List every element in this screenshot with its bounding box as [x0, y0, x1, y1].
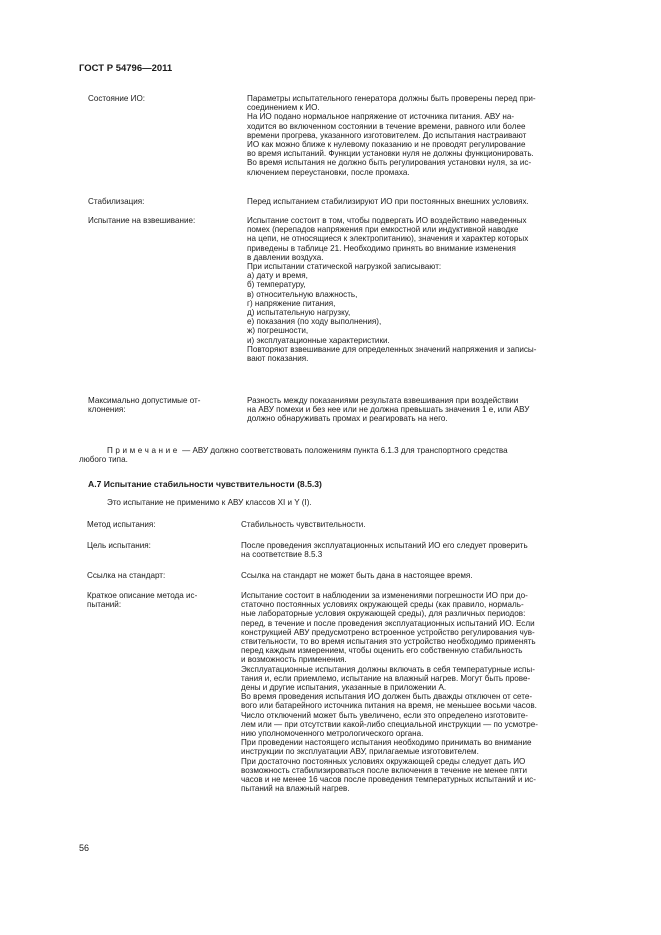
page-number: 56 [79, 843, 90, 853]
row-label: Метод испытания: [87, 520, 156, 529]
row-label: Испытание на взвешивание: [88, 216, 196, 225]
section-intro: Это испытание не применимо к АВУ классов XI и Y (I). [107, 498, 312, 507]
note-text: — АВУ должно соответствовать положениям пункта 6.1.3 для транспортного средства [182, 446, 508, 455]
row-text: Испытание состоит в том, чтобы подвергать ИО воздействию наведенных помех (перепадов напряжения при емкостной или индуктивной наводке на цепи, не относящиеся к электропитанию), значения и характер которых приведены в таблице 21. Необходимо принять во внимание изменения в давлении воздуха. При испытании статической нагрузкой записывают: а) дату и время, б) температуру, в) относительную влажность, г) напряжение питания, д) испытательную нагрузку, е) показания (по ходу выполнения), ж) погрешности, и) эксплуатационные характеристики. Повторяют взвешивание для определенных значений напряжения и записы- вают показания. [247, 216, 537, 364]
section-title: А.7 Испытание стабильности чувствительности (8.5.3) [88, 479, 322, 489]
note-paragraph [79, 446, 614, 464]
row-label: Краткое описание метода ис- пытаний: [87, 591, 198, 610]
row-text: Параметры испытательного генератора должны быть проверены перед при- соединением к ИО. На ИО подано нормальное напряжение от источника питания. АВУ на- ходится во включенном состоянии в течение времени, равного или более времени прогрева, указанного изготовителем. До испытания настраивают ИО как можно ближе к нулевому показанию и не проводят регулирование во время испытаний. Функции установки нуля не должны функционировать. Во время испытания не должно быть регулирования установки нуля, за ис- ключением переустановки, после промаха. [247, 94, 536, 177]
row-text: Разность между показаниями результата взвешивания при воздействии на АВУ помехи и без нее или не должна превышать значения 1 е, или АВУ должно обнаруживать промах и реагировать на него. [247, 396, 530, 424]
row-label: Цель испытания: [87, 541, 151, 550]
row-text: Испытание состоит в наблюдении за изменениями погрешности ИО при до- статочно постоянных условиях окружающей среды (как правило, нормаль- ные лабораторные условия окружающей среды), для различных периодов: перед, в течение и после проведения эксплуатационных испытаний ИО. Если конструкцией АВУ предусмотрено встроенное устройство регулирования чув- ствительности, то во время испытания это устройство необходимо применять перед каждым измерением, чтобы оценить его собственную стабильность и возможность применения. Эксплуатационные испытания должны включать в себя температурные испы- тания и, если приемлемо, испытание на влажный нагрев. Могут быть прове- дены и другие испытания, указанные в приложении А. Во время проведения испытания ИО должен быть дважды отключен от сете- вого или батарейного источника питания на время, не меньшее восьми часов. Число отключений может быть увеличено, если это определено изготовите- лем или — при отсутствии какой-либо специальной инструкции — по усмотре- нию уполномоченного метрологического органа. При проведении настоящего испытания необходимо принимать во внимание инструкции по эксплуатации АВУ, прилагаемые изготовителем. При достаточно постоянных условиях окружающей среды следует дать ИО возможность стабилизироваться после включения в течение не менее пяти часов и не менее 16 часов после проведения температурных испытаний и ис- пытаний на влажный нагрев. [241, 591, 538, 794]
row-label: Ссылка на стандарт: [87, 571, 166, 580]
row-label: Максимально допустимые от- клонения: [88, 396, 201, 415]
row-text: Стабильность чувствительности. [241, 520, 366, 529]
document-header: ГОСТ Р 54796—2011 [79, 63, 173, 74]
row-label: Состояние ИО: [88, 94, 145, 103]
row-text: Перед испытанием стабилизируют ИО при постоянных внешних условиях. [247, 197, 529, 206]
row-text: Ссылка на стандарт не может быть дана в настоящее время. [241, 571, 473, 580]
note-text-continued: любого типа. [79, 455, 128, 465]
note-label: Примечание [107, 446, 180, 455]
row-text: После проведения эксплуатационных испытаний ИО его следует проверить на соответствие 8.5.3 [241, 541, 528, 560]
row-label: Стабилизация: [88, 197, 145, 206]
